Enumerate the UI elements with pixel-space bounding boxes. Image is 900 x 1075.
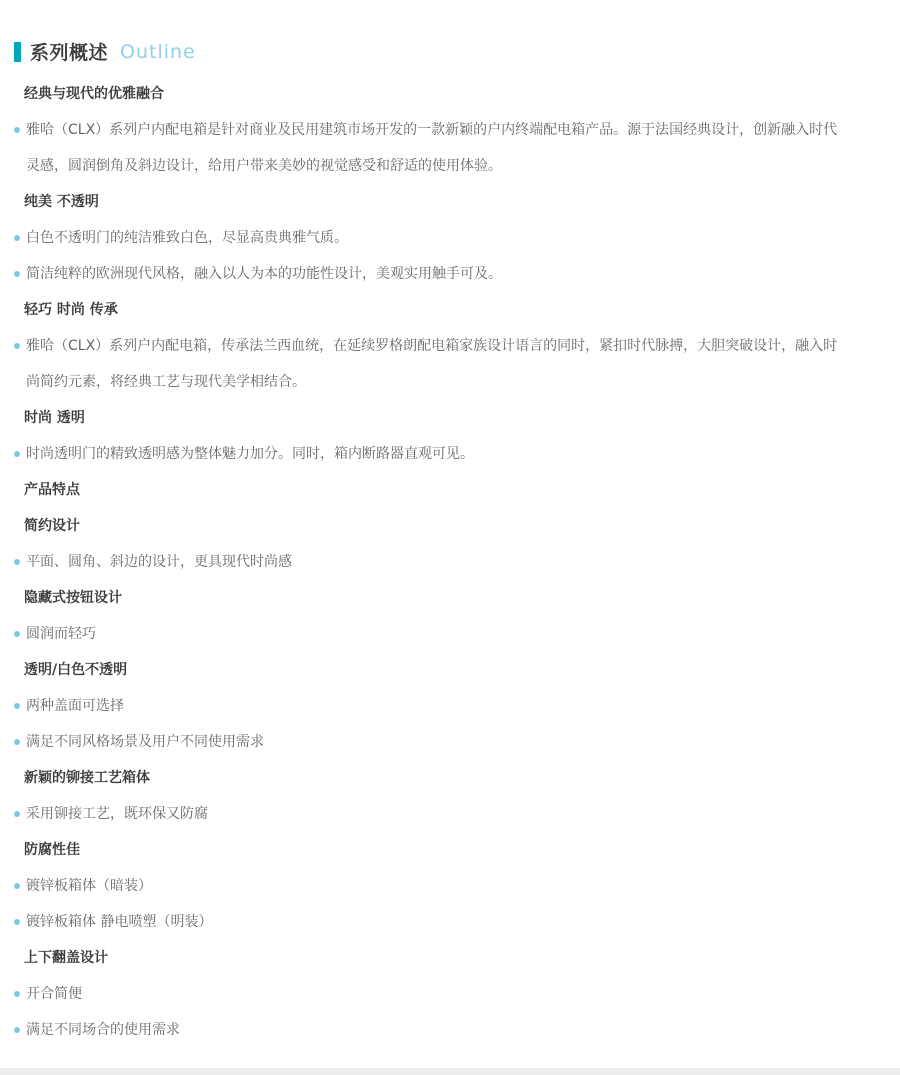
bullet-text: 简洁纯粹的欧洲现代风格，融入以人为本的功能性设计，美观实用触手可及。	[26, 266, 502, 282]
content-bullet	[14, 904, 846, 940]
bullet-dot-icon	[14, 883, 20, 889]
content-bullet	[14, 868, 846, 904]
accent-bar	[14, 42, 21, 62]
bullet-dot-icon	[14, 739, 20, 745]
heading-text: 时尚 透明	[24, 410, 85, 426]
content-heading	[14, 508, 846, 544]
content-bullet	[14, 220, 846, 256]
bullet-text: 雅哈（CLX）系列户内配电箱是针对商业及民用建筑市场开发的一款新颖的户内终端配电箱产品。源于法国经典设计，创新融入时代灵感，圆润倒角及斜边设计，给用户带来美妙的视觉感受和舒适的使用体验。	[26, 122, 838, 174]
bullet-text: 圆润而轻巧	[26, 626, 96, 642]
content-bullet	[14, 796, 846, 832]
heading-text: 轻巧 时尚 传承	[24, 302, 118, 318]
content-heading	[14, 472, 846, 508]
content-bullet	[14, 436, 846, 472]
content-bullet	[14, 544, 846, 580]
bullet-dot-icon	[14, 235, 20, 241]
bullet-text: 满足不同风格场景及用户不同使用需求	[26, 734, 264, 750]
heading-text: 简约设计	[24, 518, 80, 534]
content-bullet	[14, 1012, 846, 1048]
heading-text: 隐藏式按钮设计	[24, 590, 122, 606]
bullet-text: 采用铆接工艺，既环保又防腐	[26, 806, 208, 822]
bullet-text: 两种盖面可选择	[26, 698, 124, 714]
heading-text: 透明/白色不透明	[24, 662, 128, 678]
bullet-dot-icon	[14, 631, 20, 637]
bullet-dot-icon	[14, 1027, 20, 1033]
bullet-text: 满足不同场合的使用需求	[26, 1022, 180, 1038]
footer-divider	[0, 1068, 900, 1075]
page-title-en: Outline	[120, 40, 196, 63]
bullet-dot-icon	[14, 127, 20, 133]
bullet-text: 时尚透明门的精致透明感为整体魅力加分。同时，箱内断路器直观可见。	[26, 446, 474, 462]
bullet-dot-icon	[14, 559, 20, 565]
heading-text: 上下翻盖设计	[24, 950, 108, 966]
bullet-text: 开合简便	[26, 986, 82, 1002]
bullet-dot-icon	[14, 991, 20, 997]
heading-text: 新颖的铆接工艺箱体	[24, 770, 150, 786]
bullet-dot-icon	[14, 271, 20, 277]
content-heading	[14, 292, 846, 328]
bullet-dot-icon	[14, 451, 20, 457]
content-heading	[14, 832, 846, 868]
heading-text: 经典与现代的优雅融合	[24, 86, 164, 102]
content-bullet	[14, 616, 846, 652]
content-heading	[14, 76, 846, 112]
bullet-dot-icon	[14, 343, 20, 349]
content-bullet	[14, 256, 846, 292]
section-header	[14, 0, 900, 64]
page-title: 系列概述	[30, 42, 109, 64]
content-heading	[14, 940, 846, 976]
content-bullet	[14, 328, 846, 400]
content-bullet	[14, 688, 846, 724]
bullet-dot-icon	[14, 919, 20, 925]
content-bullet	[14, 976, 846, 1012]
bullet-text: 镀锌板箱体 静电喷塑（明装）	[26, 914, 213, 930]
content-heading	[14, 184, 846, 220]
content-heading	[14, 580, 846, 616]
heading-text: 防腐性佳	[24, 842, 80, 858]
bullet-text: 白色不透明门的纯洁雅致白色，尽显高贵典雅气质。	[26, 230, 348, 246]
bullet-dot-icon	[14, 703, 20, 709]
bullet-text: 雅哈（CLX）系列户内配电箱，传承法兰西血统，在延续罗格朗配电箱家族设计语言的同时，紧扣时代脉搏，大胆突破设计，融入时尚简约元素，将经典工艺与现代美学相结合。	[26, 338, 838, 390]
heading-text: 产品特点	[24, 482, 80, 498]
content-heading	[14, 760, 846, 796]
content-bullet	[14, 112, 846, 184]
content-list	[14, 76, 846, 1048]
heading-text: 纯美 不透明	[24, 194, 99, 210]
content-bullet	[14, 724, 846, 760]
bullet-text: 平面、圆角、斜边的设计，更具现代时尚感	[26, 554, 292, 570]
content-heading	[14, 652, 846, 688]
content-heading	[14, 400, 846, 436]
bullet-text: 镀锌板箱体（暗装）	[26, 878, 152, 894]
bullet-dot-icon	[14, 811, 20, 817]
